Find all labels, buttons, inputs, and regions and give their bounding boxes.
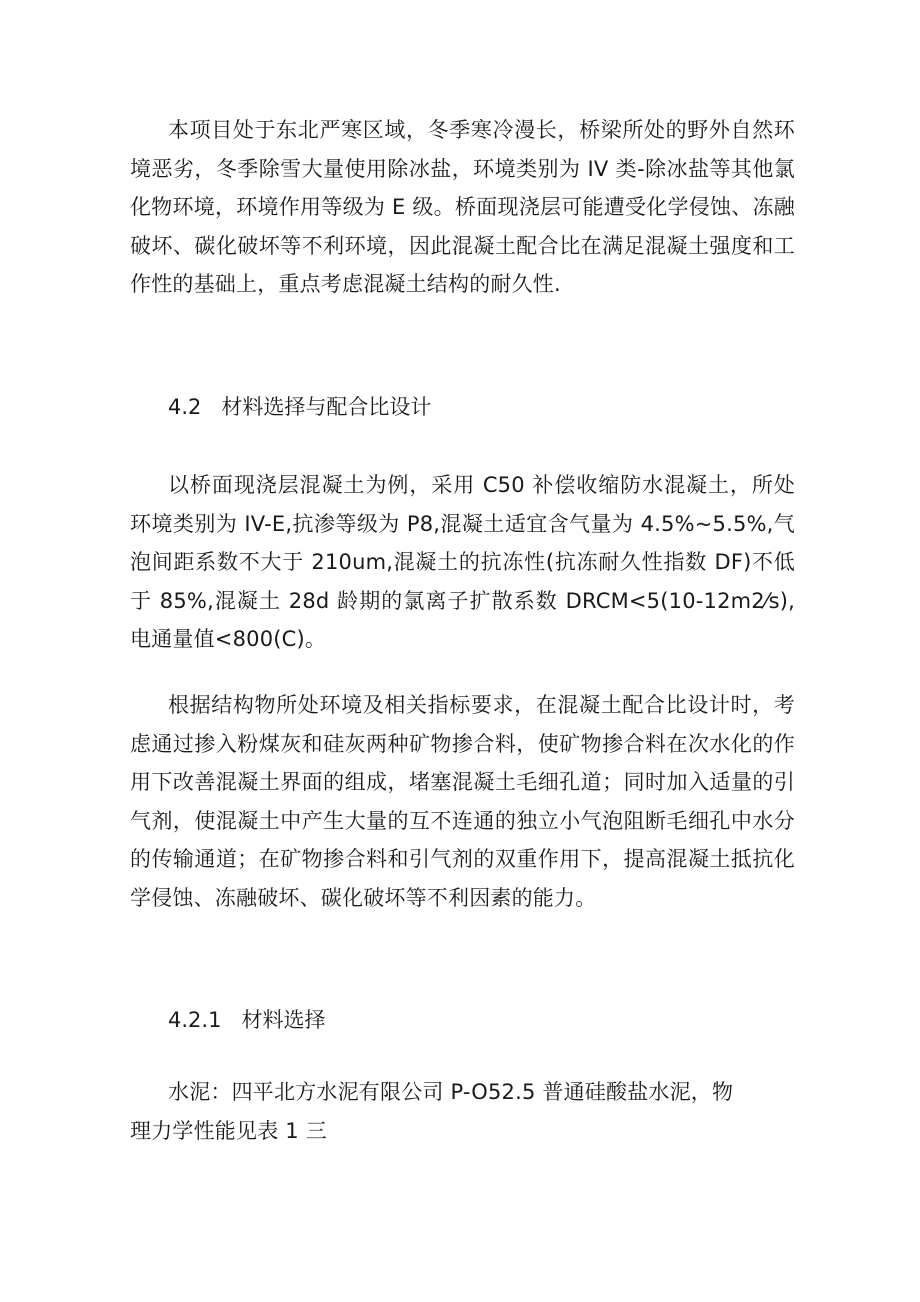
section-heading-4-2: 4.2 材料选择与配合比设计 [168,395,432,419]
paragraph-mix-design: 根据结构物所处环境及相关指标要求，在混凝土配合比设计时，考虑通过掺入粉煤灰和硅灰两种矿物掺合料，使矿物掺合料在次水化的作用下改善混凝土界面的组成，堵塞混凝土毛细孔道；同时加入适量的引气剂，使混凝土中产生大量的互不连通的独立小气泡阻断毛细孔中水分的传输通道；在矿物掺合料和引气剂的双重作用下，提高混凝土抵抗化学侵蚀、冻融破坏、碳化破坏等不利因素的能力。 [130,693,795,910]
paragraph-cement-line-1: 水泥：四平北方水泥有限公司 P-O52.5 普通硅酸盐水泥，物 [168,1080,734,1104]
paragraph-environment: 本项目处于东北严寒区域，冬季寒冷漫长，桥梁所处的野外自然环境恶劣，冬季除雪大量使用除冰盐，环境类别为 IV 类-除冰盐等其他氯化物环境，环境作用等级为 E 级。桥面现浇层可能遭受化学侵蚀、冻融破坏、碳化破坏等不利环境，因此混凝土配合比在满足混凝土强度和工作性的基础上，重点考虑混凝土结构的耐久性. [130,118,795,296]
paragraph-cement [130,1073,795,1150]
section-heading-4-2-1: 4.2.1 材料选择 [168,1008,326,1032]
paragraph-concrete-requirements: 以桥面现浇层混凝土为例，采用 C50 补偿收缩防水混凝土，所处环境类别为 IV-E,抗渗等级为 P8,混凝土适宜含气量为 4.5%~5.5%,气泡间距系数不大于 210um,混凝土的抗冻性(抗冻耐久性指数 DF)不低于 85%,混凝土 28d 龄期的氯离子扩散系数 DRCM<5(10-12m2⁄s),电通量值<800(C)。 [130,473,795,651]
paragraph-cement-line-2: 理力学性能见表 1 三 [130,1118,327,1143]
